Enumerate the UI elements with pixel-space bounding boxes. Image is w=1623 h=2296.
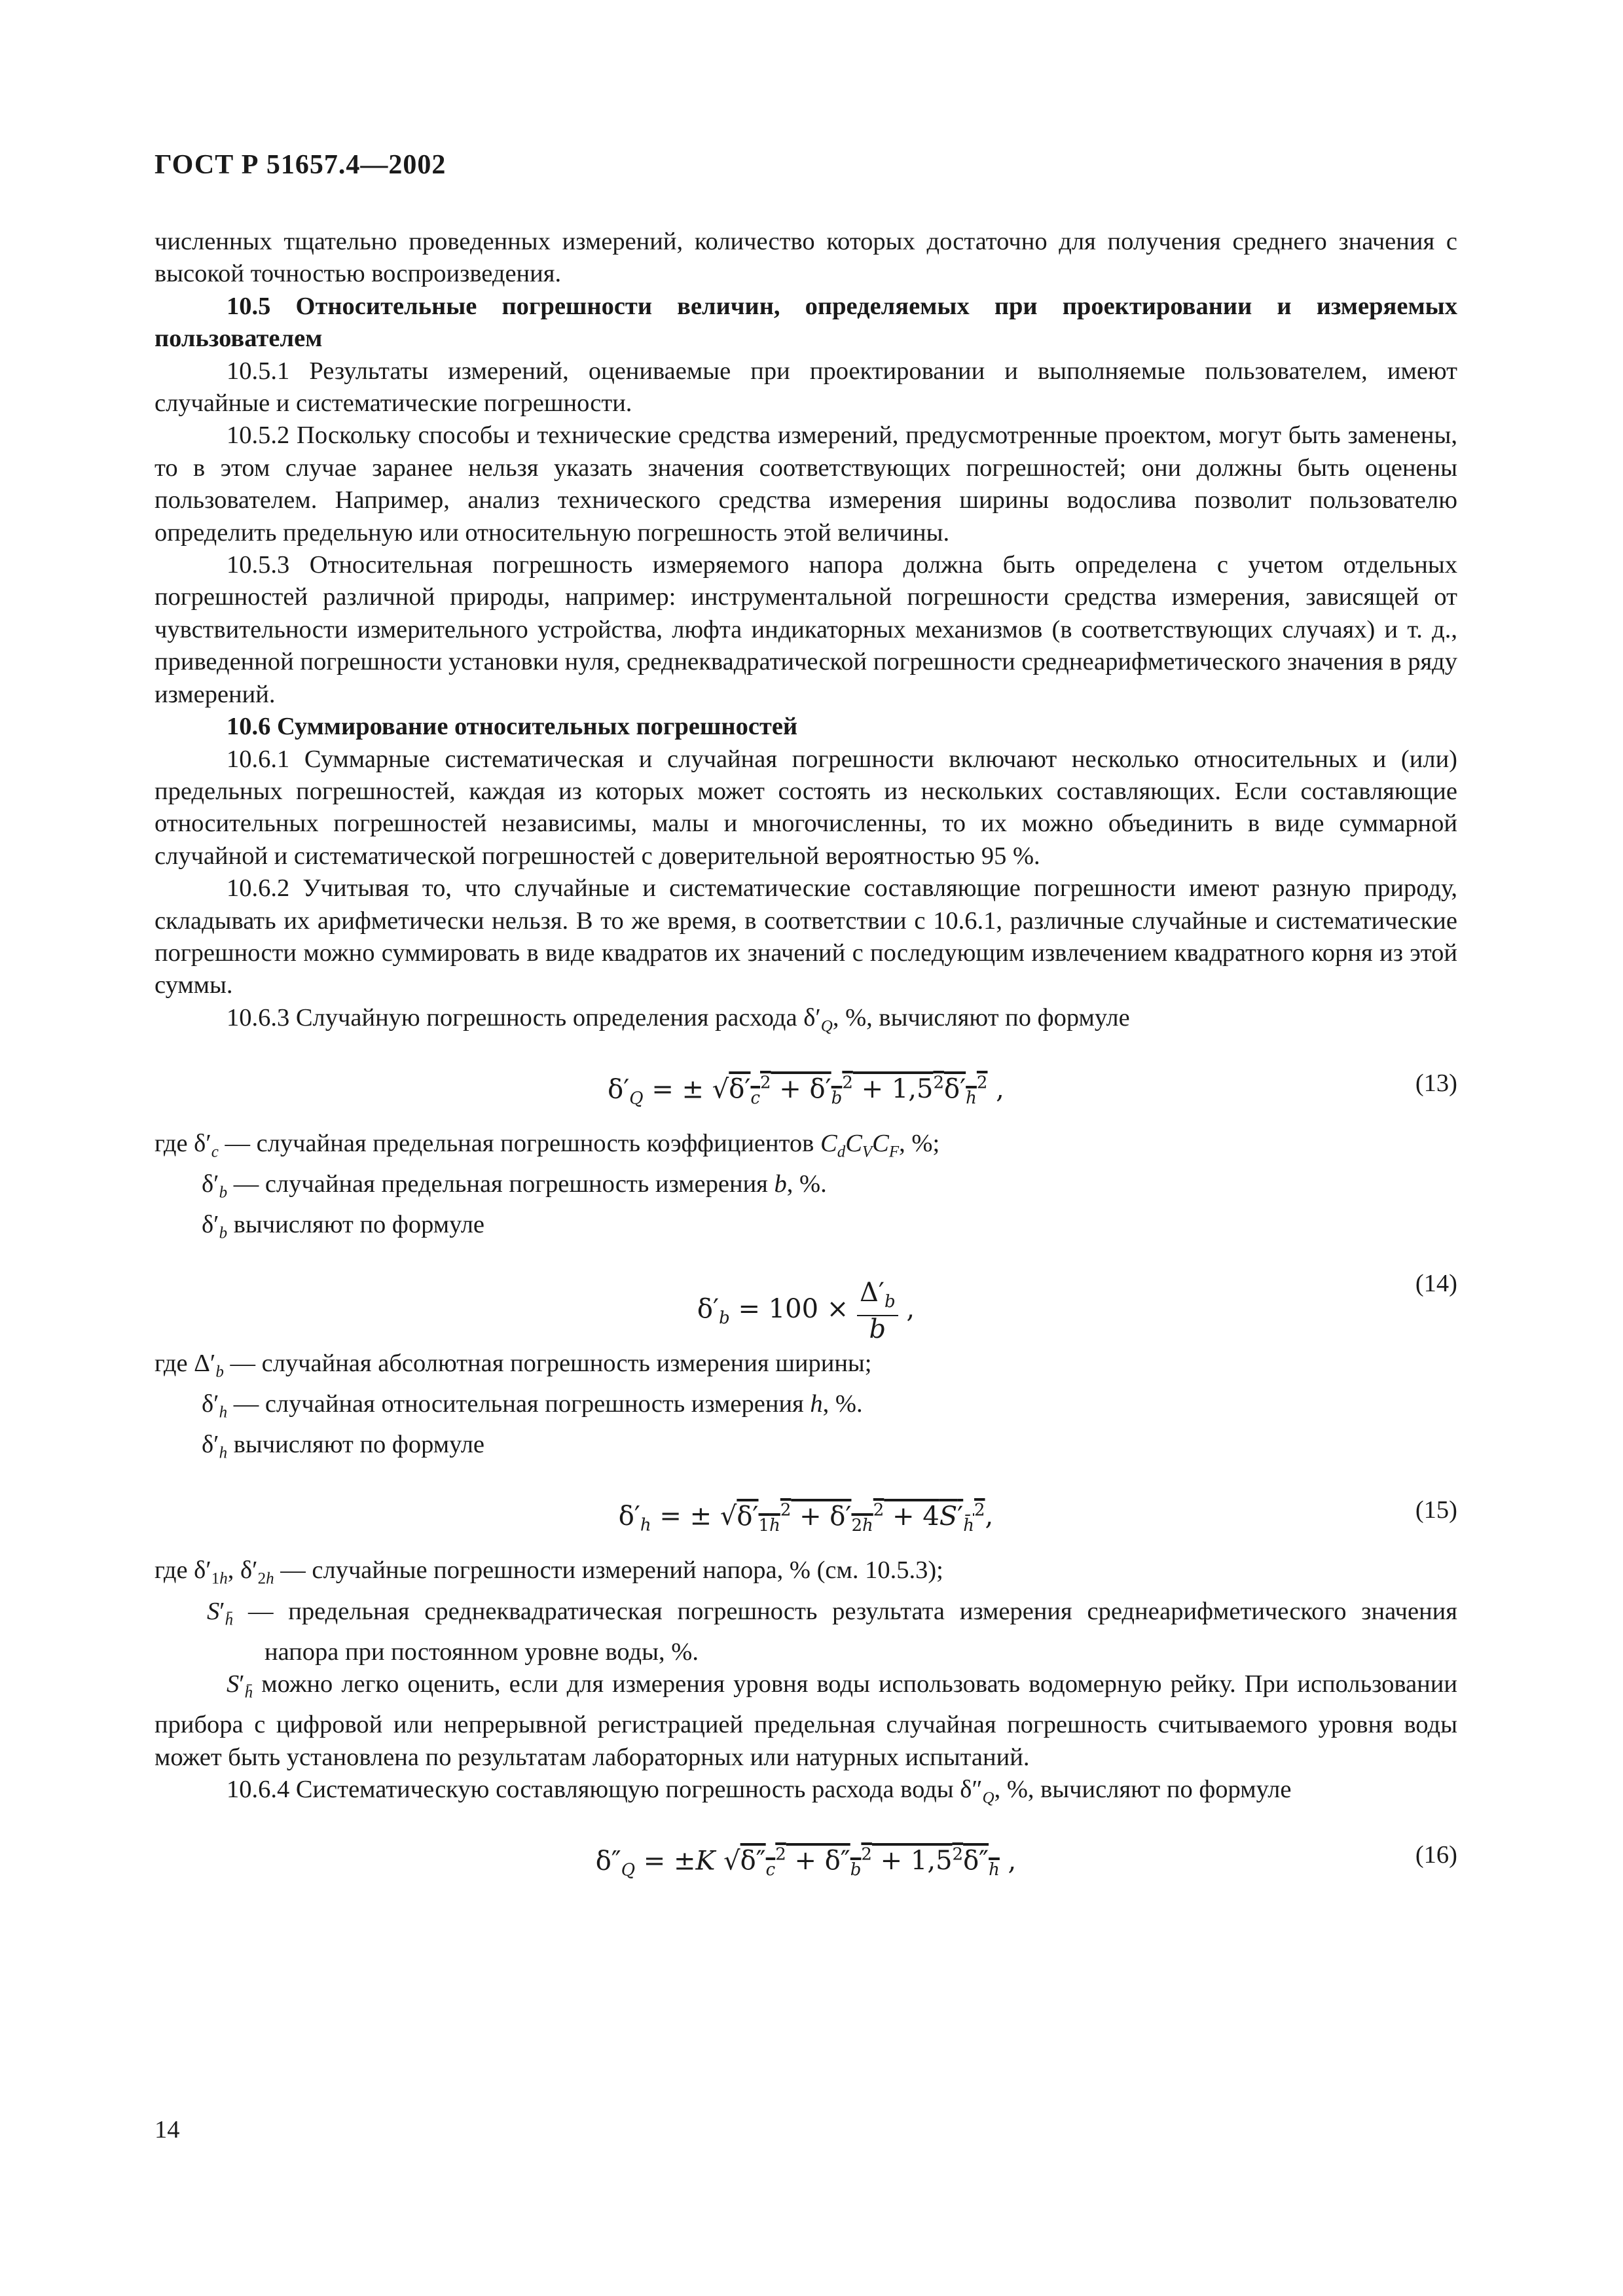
paragraph-10-6-2: 10.6.2 Учитывая то, что случайные и систематические составляющие погрешности имеют разную природу, складывать их арифметически нельзя. В то же время, в соответствии с 10.6.1, различные случайные и систематические погрешности можно суммировать в виде квадратов их значений с последующим извлечением квадратного корня из этой суммы. [155,874,1457,999]
paragraph-S-estimate: $S'_{h̄}$ можно легко оценить, если для измерения уровня воды использовать водомерную рейку. При использовании прибора с цифровой или непрерывной регистрацией предельная случайная погрешность считываемого уровня воды может быть установлена по результатам лабораторных или натурных испытаний. [155,1670,1457,1771]
paragraph-10-6-1: 10.6.1 Суммарные систематическая и случайная погрешности включают несколько относительных и (или) предельных погрешностей, каждая из которых может состоять из нескольких составляющих. Если составляющие относительных погрешностей независимы, малы и многочисленны, то их можно объединить в виде суммарной случайной и систематической погрешностей с доверительной вероятностью 95 %. [155,745,1457,870]
formula-14-expression: $\delta'_b = 100$ × $\frac{\Delta'_b}{b}$ , [697,1278,915,1345]
paragraph-intro: численных тщательно проведенных измерений, количество которых достаточно для получения среднего значения с высокой точностью воспроизведения. [155,228,1457,288]
paragraph-10-6-4: 10.6.4 Систематическую составляющую погрешность расхода воды $\delta''_Q$, %, вычисляют по формуле [227,1775,1292,1807]
heading-10-5: 10.5 Относительные погрешности величин, определяемых при проектировании и измеряемых пользователем [155,292,1457,353]
calc-delta-b: $\delta'_b$ вычисляют по формуле [202,1211,485,1242]
formula-14 [155,1249,1457,1348]
paragraph-10-6-3: 10.6.3 Случайную погрешность определения расхода $\delta'_Q$, %, вычисляют по формуле [227,1003,1130,1035]
formula-16-expression: $\delta''_Q = \pm K$ $√\delta''_c^2 + \delta''_b^2 + 1,5^2\delta''_h$ , [595,1845,1017,1880]
document-body [155,226,1457,1899]
formula-13 [155,1043,1457,1128]
where-delta-1h-2h: где $\delta'_{1h}$, $\delta'_{2h}$ — случайные погрешности измерений напора, % (см. 10.5.3); [155,1556,943,1588]
where-delta-b: $\delta'_b$ — случайная предельная погрешность измерения b, %. [202,1170,827,1202]
formula-15-expression: $\delta'_h$ = ± $√\delta'_{1h}^2 + \delta'_{2h}^2 + 4S'_{h̄}^2$, [618,1500,994,1535]
where-S-h: $S'_{h̄}$ — предельная среднеквадратическая погрешность результата измерения среднеарифметического значения напора при постоянном уровне воды, %. [207,1597,1457,1666]
formula-13-expression: $\delta'_Q$ = ± $√\delta'_c^2 + \delta'_b^2 + 1,5^2\delta'_h^2$ , [608,1073,1004,1109]
formula-16 [155,1814,1457,1899]
paragraph-10-5-1: 10.5.1 Результаты измерений, оцениваемые при проектировании и выполняемые пользователем, имеют случайные и систематические погрешности. [155,357,1457,418]
where-delta-c: где $\delta'_c$ — случайная предельная погрешность коэффициентов $C_dC_VC_F$, %; [155,1129,940,1161]
heading-10-6: 10.6 Суммирование относительных погрешностей [227,713,798,741]
paragraph-10-5-2: 10.5.2 Поскольку способы и технические средства измерений, предусмотренные проектом, могут быть заменены, то в этом случае заранее нельзя указать значения соответствующих погрешностей; они должны быть оценены пользователем. Например, анализ технического средства измерения ширины водослива позволит пользователю определить предельную или относительную погрешность этой величины. [155,422,1457,547]
where-Delta-b: где $\Delta'_b$ — случайная абсолютная погрешность измерения ширины; [155,1350,872,1381]
page-number: 14 [155,2116,180,2144]
formula-13-number: (13) [1415,1069,1457,1097]
where-delta-h: $\delta'_h$ — случайная относительная погрешность измерения h, %. [202,1390,863,1422]
formula-15-number: (15) [1415,1496,1457,1524]
formula-15 [155,1469,1457,1554]
formula-14-number: (14) [1415,1270,1457,1298]
calc-delta-h: $\delta'_h$ вычисляют по формуле [202,1431,485,1462]
paragraph-10-5-3: 10.5.3 Относительная погрешность измеряемого напора должна быть определена с учетом отдельных погрешностей различной природы, например: инструментальной погрешности средства измерения, зависящей от чувствительности измерительного устройства, люфта индикаторных механизмов (в соответствующих случаях) и т. д., приведенной погрешности установки нуля, среднеквадратической погрешности среднеарифметического значения в ряду измерений. [155,551,1457,708]
standard-header: ГОСТ Р 51657.4—2002 [155,150,447,180]
formula-16-number: (16) [1415,1841,1457,1869]
